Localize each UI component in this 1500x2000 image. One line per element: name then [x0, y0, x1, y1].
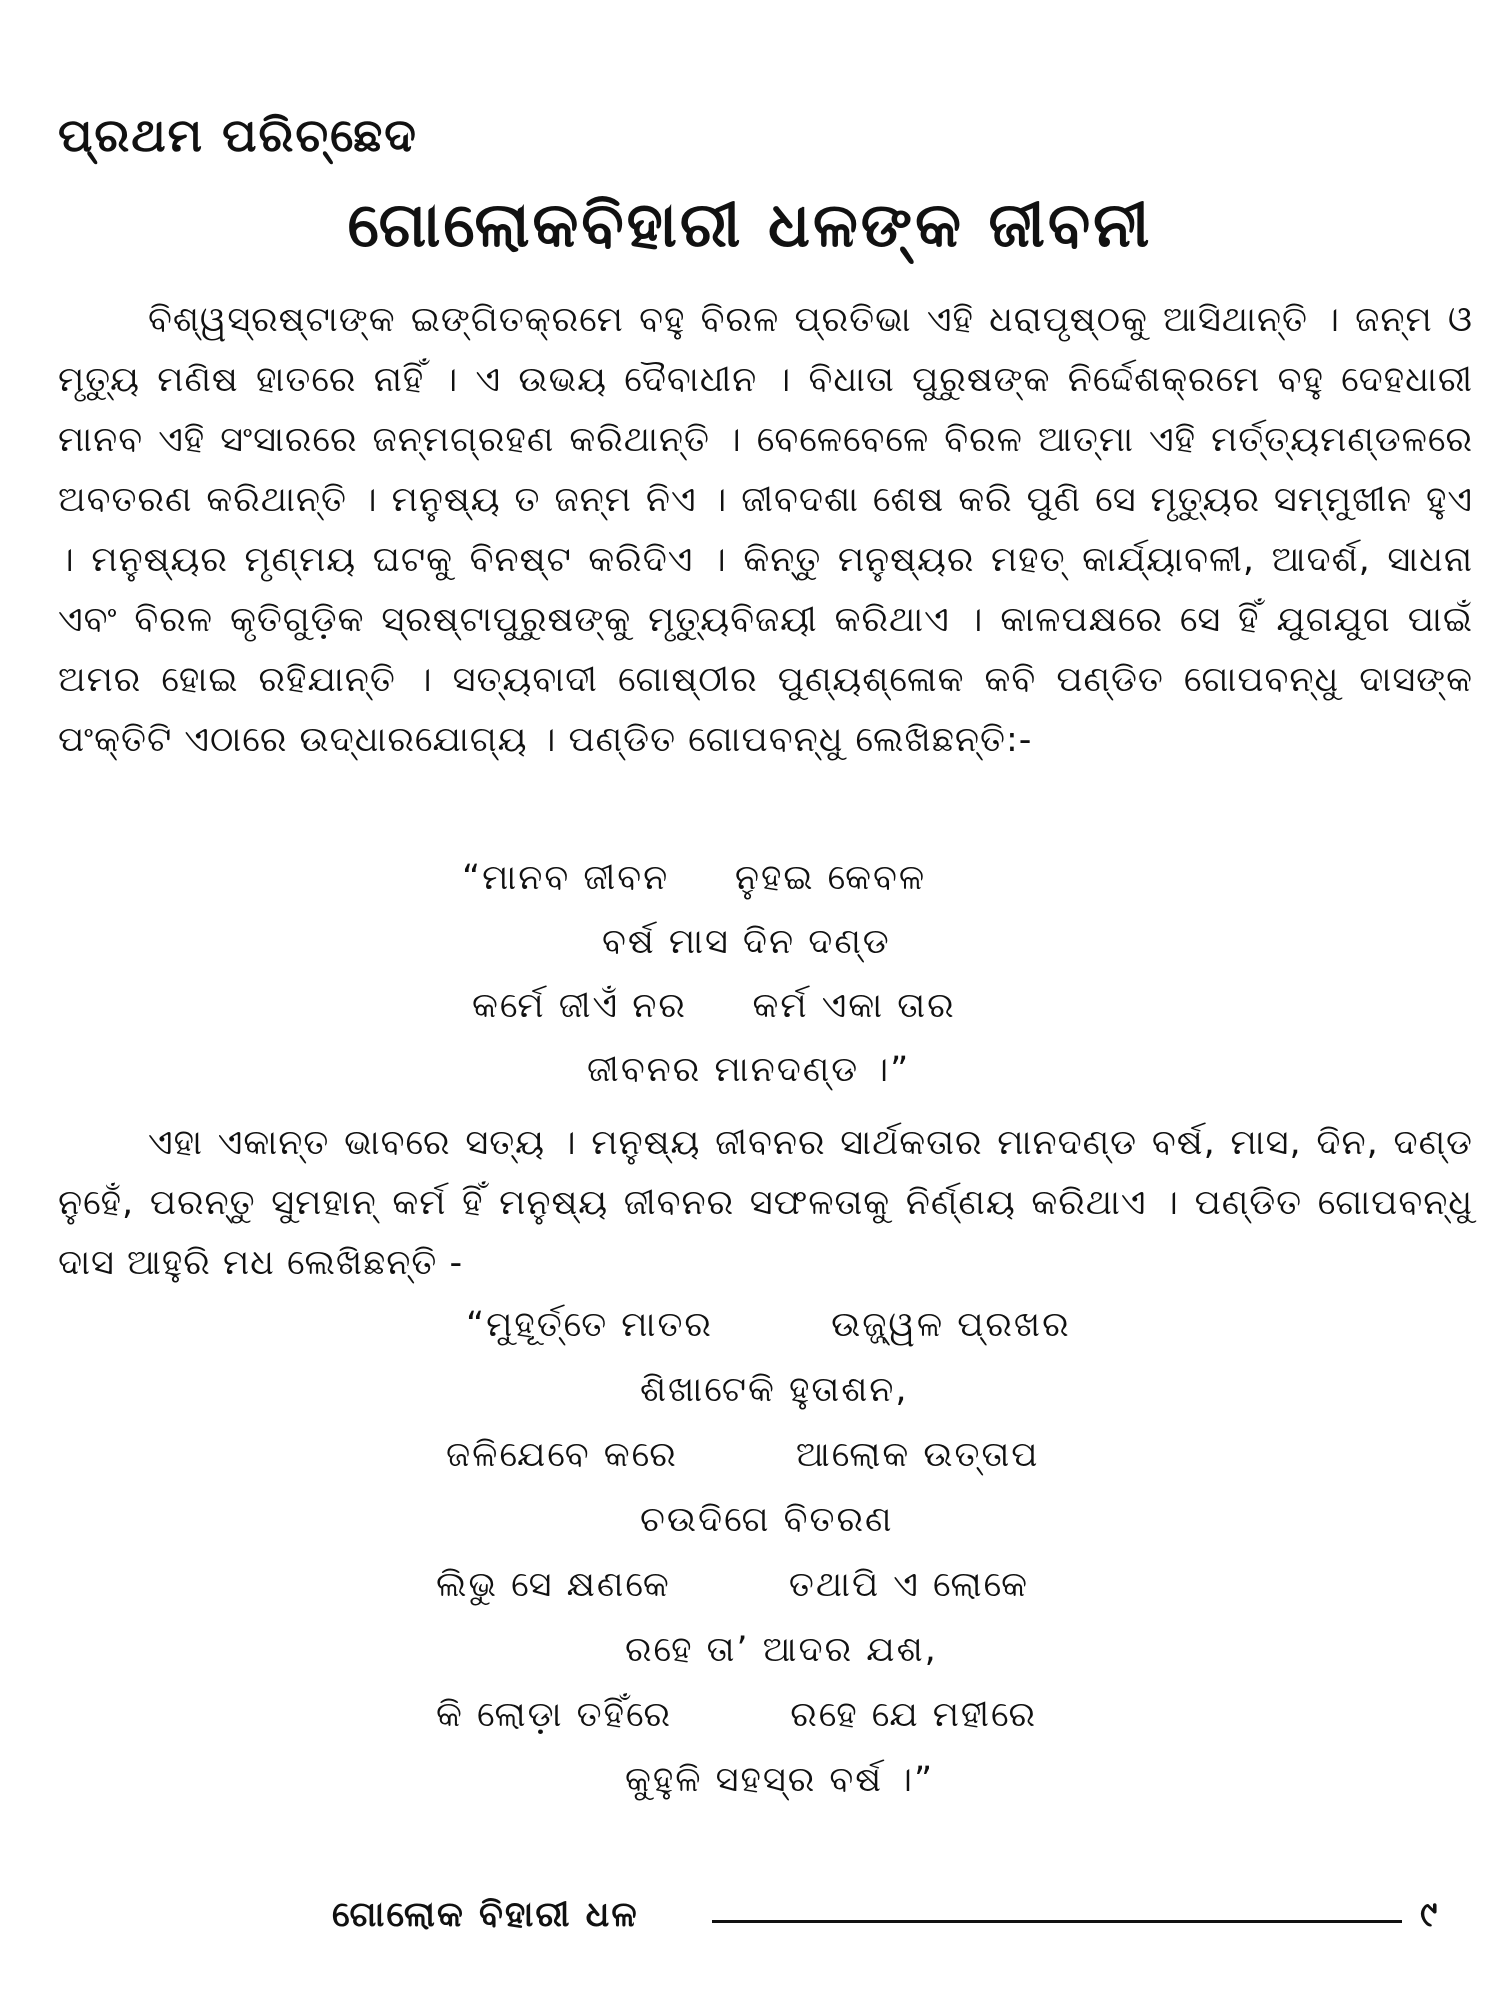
verse-line: କୁହୁଳି ସହସ୍ର ବର୍ଷ ।” — [625, 1760, 935, 1800]
chapter-title: ଗୋଲୋକବିହାରୀ ଧଳଙ୍କ ଜୀବନୀ — [347, 188, 1153, 261]
verse-line: “ମୁହୂର୍ତ୍ତେ ମାତର ଉଜ୍ଜ୍ୱଳ ପ୍ରଖର — [466, 1305, 1071, 1345]
page-number: ୯ — [1420, 1895, 1438, 1935]
verse-line: କର୍ମେ ଜୀଏଁ ନର କର୍ମ ଏକା ତାର — [472, 986, 956, 1026]
body-paragraph — [58, 1113, 1473, 1293]
chapter-label: ପ୍ରଥମ ପରିଚ୍ଛେଦ — [58, 108, 418, 162]
footer-rule — [712, 1920, 1402, 1923]
verse-line: ବର୍ଷ ମାସ ଦିନ ଦଣ୍ଡ — [602, 922, 891, 962]
verse-line: ରହେ ତା’ ଆଦର ଯଶ, — [625, 1630, 938, 1670]
paragraph-text: ଏହା ଏକାନ୍ତ ଭାବରେ ସତ୍ୟ । ମନୁଷ୍ୟ ଜୀବନର ସାର୍ଥକତାର ମାନଦଣ୍ଡ ବର୍ଷ, ମାସ, ଦିନ, ଦଣ୍ଡ ନୁହେଁ, ପରନ୍ତୁ ସୁମହାନ୍ କର୍ମ ହିଁ ମନୁଷ୍ୟ ଜୀବନର ସଫଳତାକୁ ନିର୍ଣ୍ଣୟ କରିଥାଏ । ପଣ୍ଡିତ ଗୋପବନ୍ଧୁ ଦାସ ଆହୁରି ମଧ ଲେଖିଛନ୍ତି - — [58, 1123, 1473, 1283]
verse-line: ଲିଭୁ ସେ କ୍ଷଣକେ ତଥାପି ଏ ଲୋକେ — [436, 1565, 1030, 1605]
paragraph-text: ବିଶ୍ୱସ୍ରଷ୍ଟାଙ୍କ ଇଙ୍ଗିତକ୍ରମେ ବହୁ ବିରଳ ପ୍ରତିଭା ଏହି ଧରାପୃଷ୍ଠକୁ ଆସିଥାନ୍ତି । ଜନ୍ମ ଓ ମୃତ୍ୟୁ ମଣିଷ ହାତରେ ନାହିଁ । ଏ ଉଭୟ ଦୈବାଧୀନ । ବିଧାତା ପୁରୁଷଙ୍କ ନିର୍ଦ୍ଦେଶକ୍ରମେ ବହୁ ଦେହଧାରୀ ମାନବ ଏହି ସଂସାରରେ ଜନ୍ମଗ୍ରହଣ କରିଥାନ୍ତି । ବେଳେବେଳେ ବିରଳ ଆତ୍ମା ଏହି ମର୍ତ୍ତ୍ୟମଣ୍ଡଳରେ ଅବତରଣ କରିଥାନ୍ତି । ମନୁଷ୍ୟ ତ ଜନ୍ମ ନିଏ । ଜୀବଦଶା ଶେଷ କରି ପୁଣି ସେ ମୃତ୍ୟୁର ସମ୍ମୁଖୀନ ହୁଏ । ମନୁଷ୍ୟର ମୃଣ୍ମୟ ଘଟକୁ ବିନଷ୍ଟ କରିଦିଏ । କିନ୍ତୁ ମନୁଷ୍ୟର ମହତ୍ କାର୍ଯ୍ୟାବଳୀ, ଆଦର୍ଶ, ସାଧନା ଏବଂ ବିରଳ କୃତିଗୁଡ଼ିକ ସ୍ରଷ୍ଟାପୁରୁଷଙ୍କୁ ମୃତ୍ୟୁବିଜୟୀ କରିଥାଏ । କାଳପକ୍ଷରେ ସେ ହିଁ ଯୁଗଯୁଗ ପାଇଁ ଅମର ହୋଇ ରହିଯାନ୍ତି । ସତ୍ୟବାଦୀ ଗୋଷ୍ଠୀର ପୁଣ୍ୟଶ୍ଳୋକ କବି ପଣ୍ଡିତ ଗୋପବନ୍ଧୁ ଦାସଙ୍କ ପଂକ୍ତିଟି ଏଠାରେ ଉଦ୍ଧାରଯୋଗ୍ୟ । ପଣ୍ଡିତ ଗୋପବନ୍ଧୁ ଲେଖିଛନ୍ତି:- — [58, 300, 1473, 760]
verse-line: “ମାନବ ଜୀବନ ନୁହଇ କେବଳ — [462, 858, 927, 898]
verse-line: ଜଳିଯେବେ କରେ ଆଲୋକ ଉତ୍ତାପ — [446, 1435, 1040, 1475]
body-paragraph — [58, 290, 1473, 770]
verse-line: ଶିଖାଟେକି ହୁତାଶନ, — [640, 1370, 909, 1410]
verse-line: କି ଲୋଡ଼ା ତହିଁରେ ରହେ ଯେ ମହୀରେ — [436, 1695, 1038, 1735]
verse-line: ଜୀବନର ମାନଦଣ୍ଡ ।” — [587, 1050, 911, 1090]
verse-line: ଚଉଦିଗେ ବିତରଣ — [640, 1500, 894, 1540]
footer-title: ଗୋଲୋକ ବିହାରୀ ଧଳ — [332, 1895, 639, 1935]
page-footer — [0, 1895, 1500, 1945]
